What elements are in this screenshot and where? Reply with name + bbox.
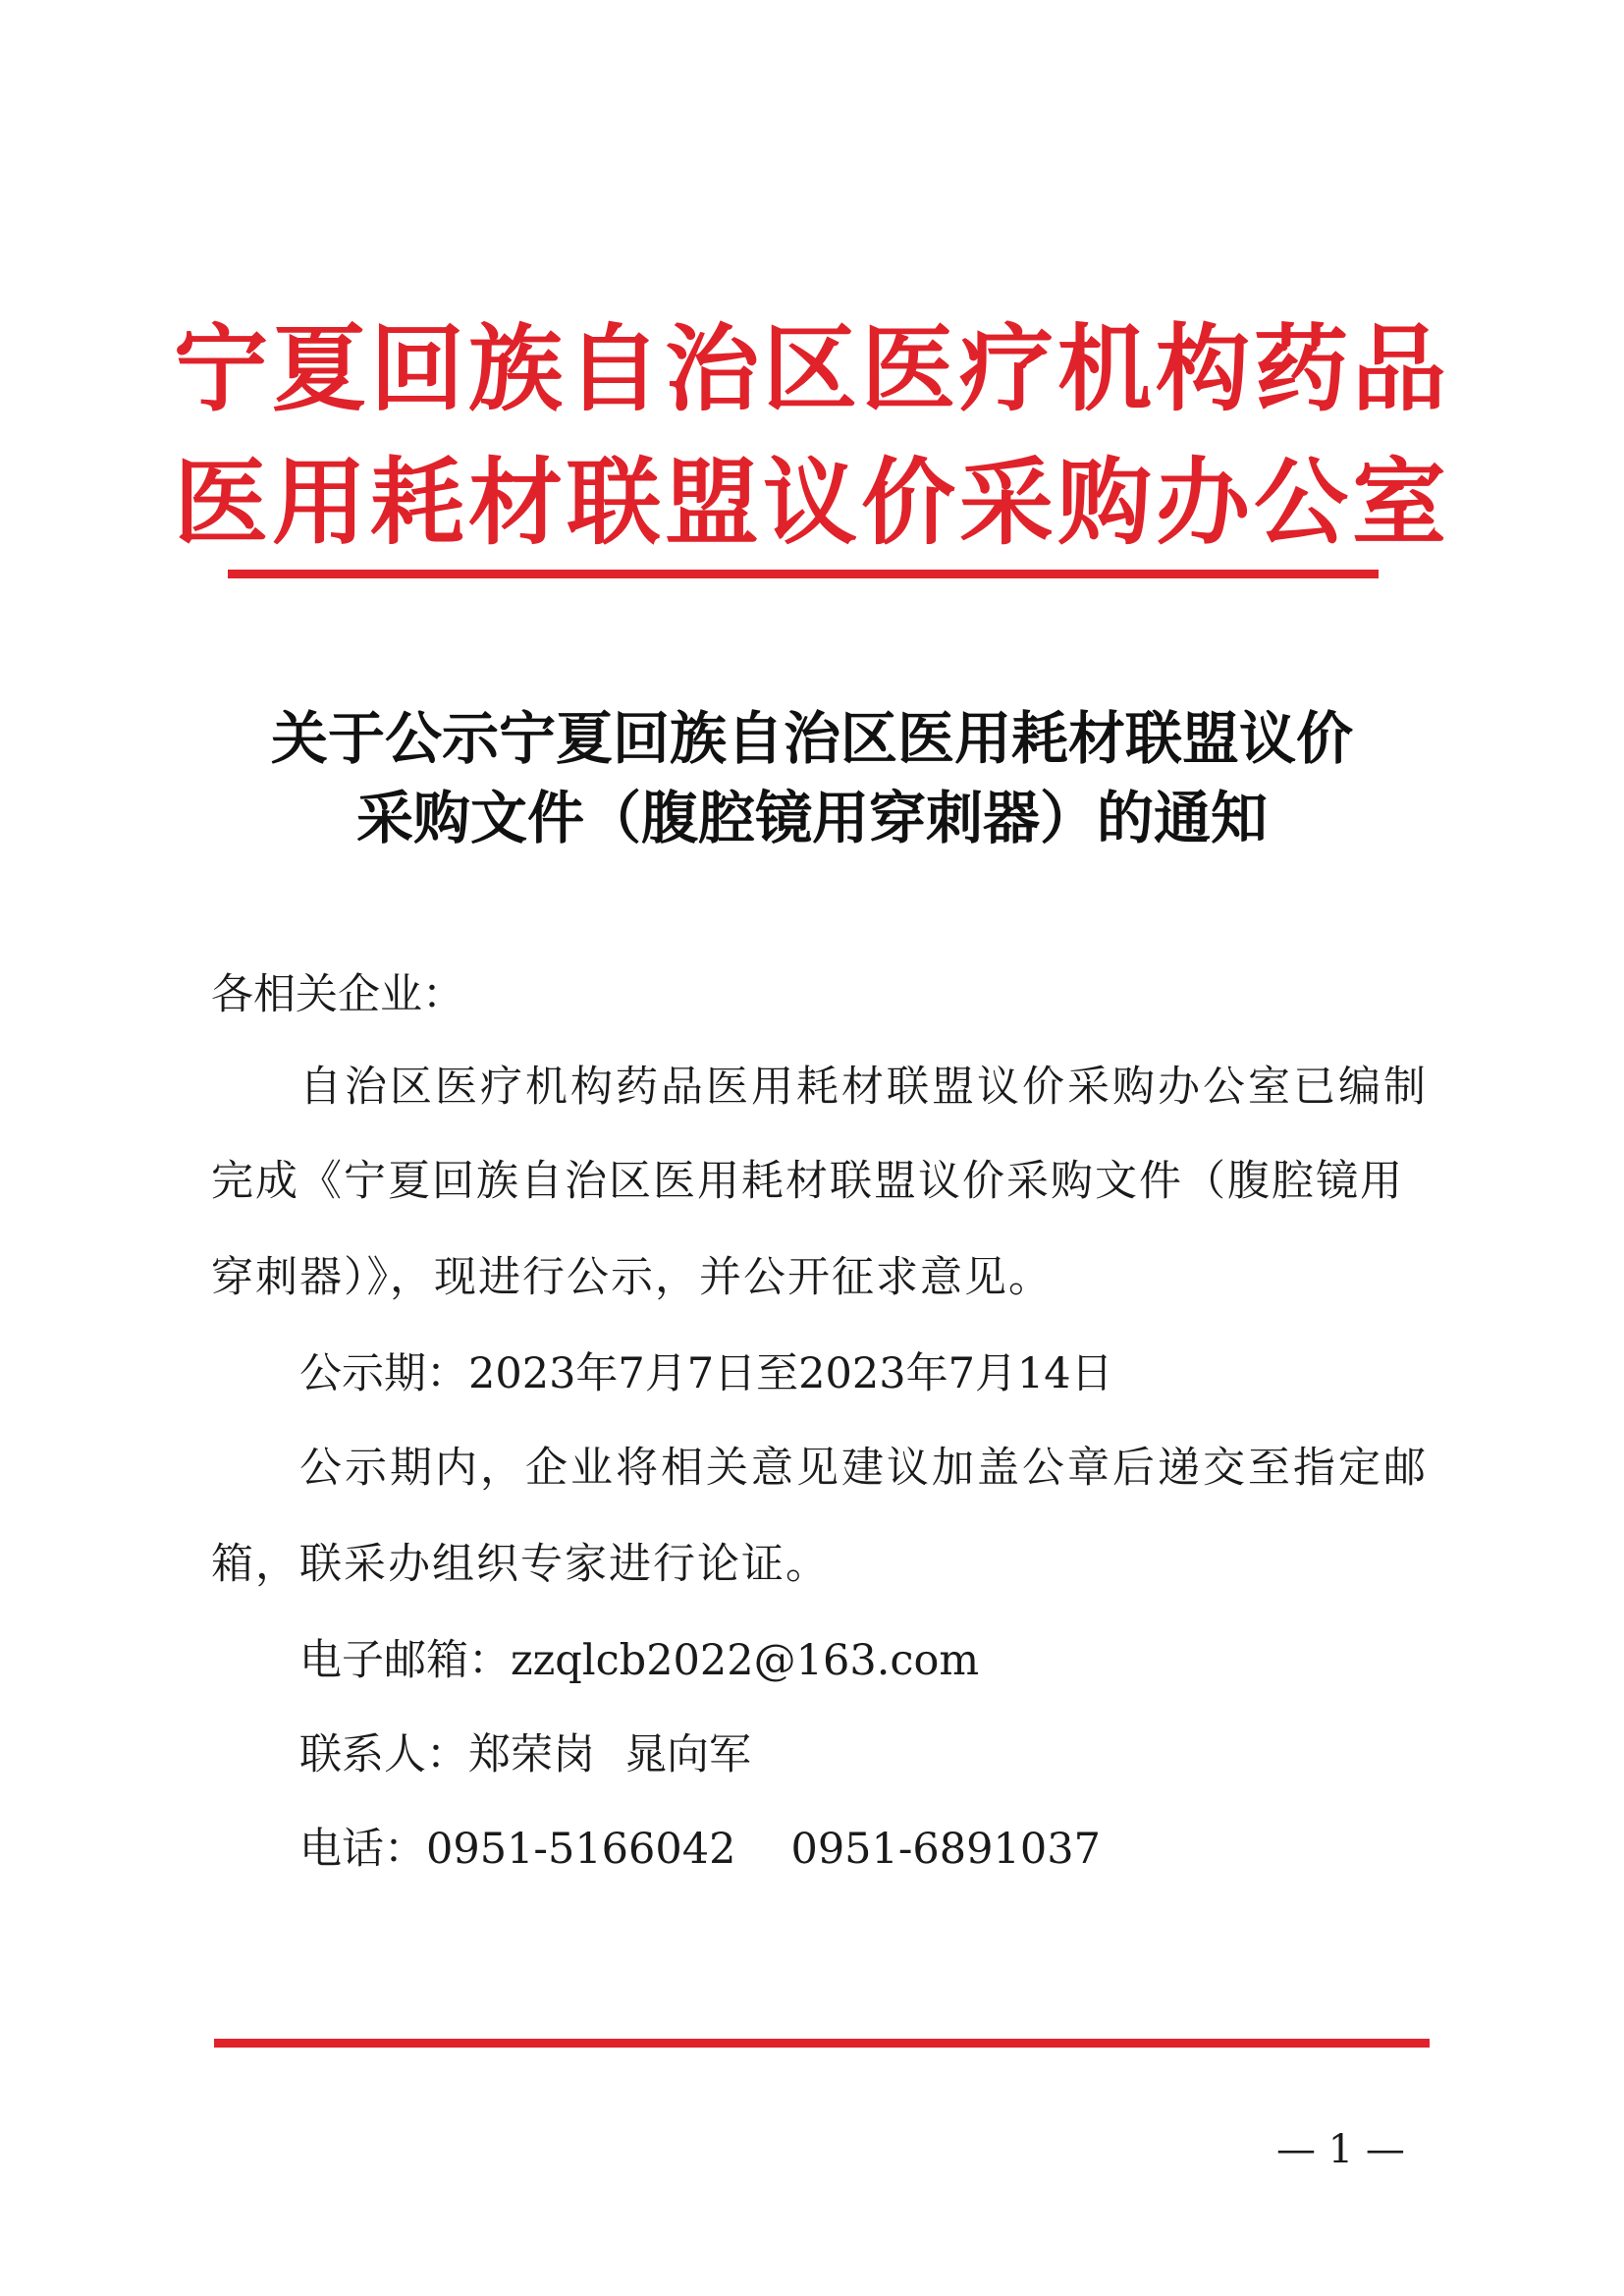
email-label: 电子邮箱： xyxy=(299,1636,511,1685)
contact-line xyxy=(299,1730,751,1779)
paragraph-2-line-1: 公示期内，企业将相关意见建议加盖公章后递交至指定邮 xyxy=(299,1444,1429,1493)
phone-number-2: 0951-6891037 xyxy=(790,1825,1101,1874)
phone-line xyxy=(299,1825,1101,1874)
paragraph-1-line-1: 自治区医疗机构药品医用耗材联盟议价采购办公室已编制 xyxy=(299,1063,1429,1112)
publicity-period: 公示期：2023年7月7日至2023年7月14日 xyxy=(299,1349,1113,1398)
paragraph-1-line-3: 穿刺器）》，现进行公示，并公开征求意见。 xyxy=(211,1253,1053,1302)
letterhead-red-rule xyxy=(228,570,1379,578)
email-address[interactable]: zzqlcb2022@163.com xyxy=(511,1636,980,1685)
contact-name-2: 晁向军 xyxy=(624,1730,751,1779)
paragraph-2-line-2: 箱，联采办组织专家进行论证。 xyxy=(211,1540,830,1589)
email-line xyxy=(299,1636,980,1685)
contact-name-1: 郑荣岗 xyxy=(468,1730,595,1779)
page-number: — 1 — xyxy=(1276,2127,1405,2172)
contact-label: 联系人： xyxy=(299,1730,468,1779)
phone-number-1: 0951-5166042 xyxy=(426,1825,736,1874)
paragraph-1-line-2: 完成《宁夏回族自治区医用耗材联盟议价采购文件（腹腔镜用 xyxy=(211,1157,1404,1206)
salutation: 各相关企业： xyxy=(211,970,464,1019)
document-title-line-1: 关于公示宁夏回族自治区医用耗材联盟议价 xyxy=(270,705,1353,772)
document-title-line-2: 采购文件（腹腔镜用穿刺器）的通知 xyxy=(355,785,1268,851)
footer-red-rule xyxy=(214,2039,1430,2048)
letterhead-line-2: 医用耗材联盟议价采购办公室 xyxy=(174,448,1450,558)
letterhead-line-1: 宁夏回族自治区医疗机构药品 xyxy=(174,314,1450,424)
phone-label: 电话： xyxy=(299,1825,426,1874)
